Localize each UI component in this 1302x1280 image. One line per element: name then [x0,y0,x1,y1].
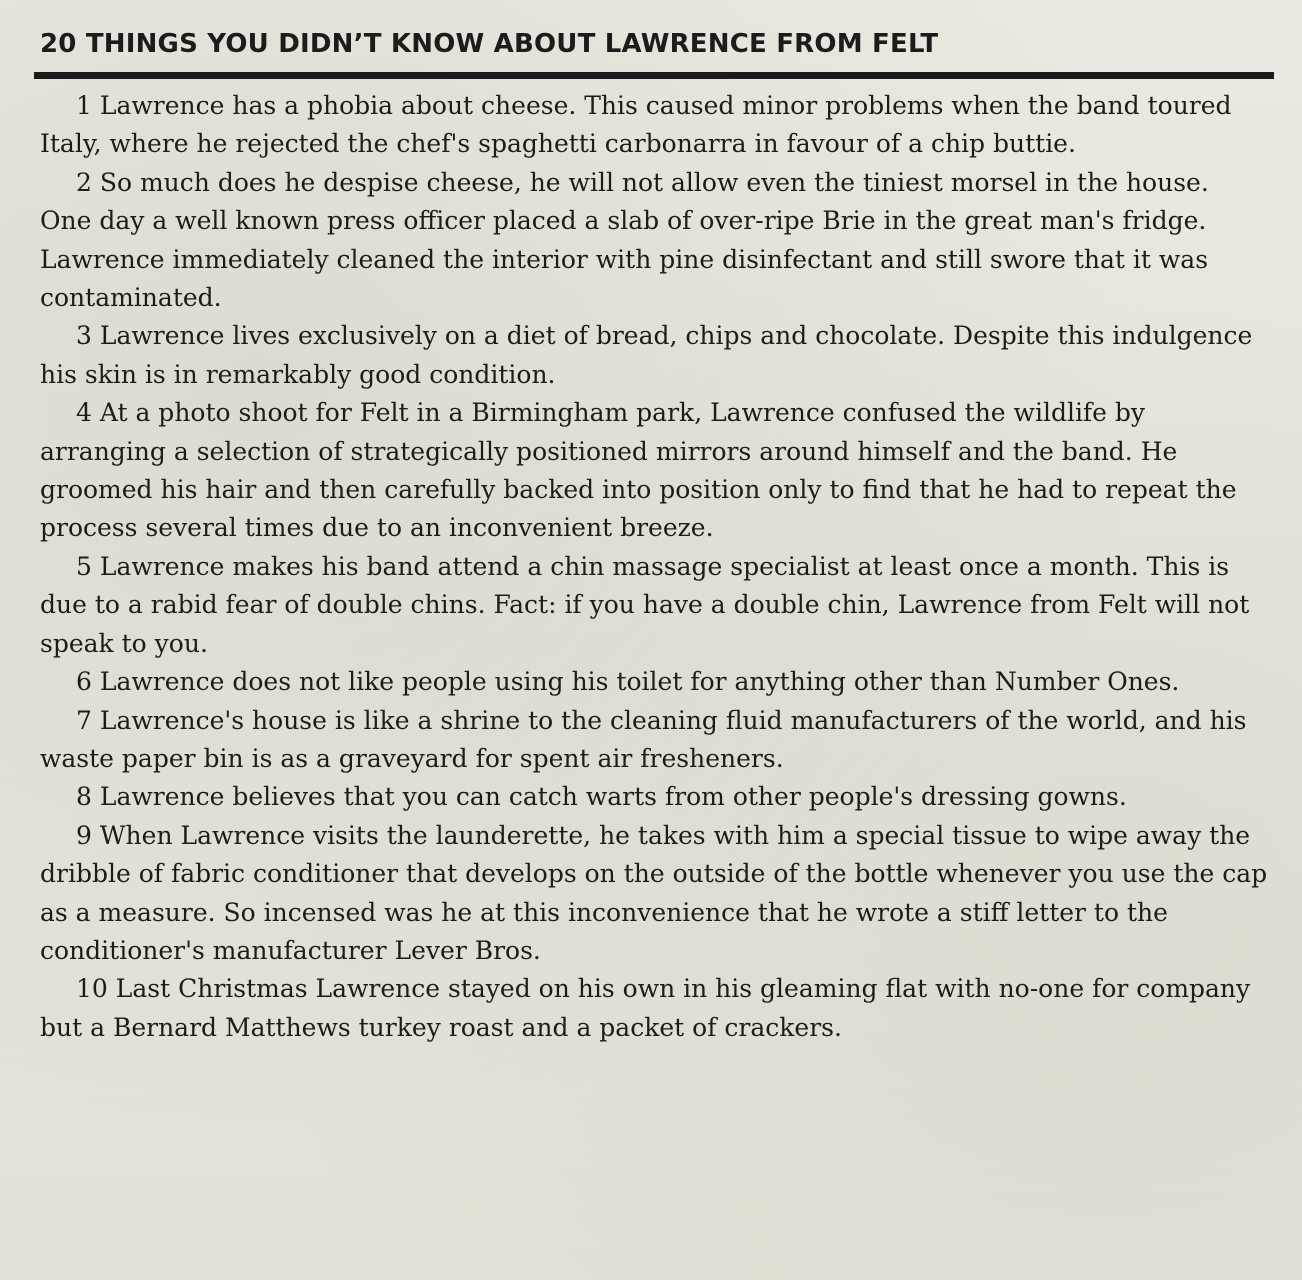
facts-list [40,87,1268,1047]
headline-rule [34,72,1274,79]
fact-item-10: 10 Last Christmas Lawrence stayed on his own in his gleaming flat with no-one for company but a Bernard Matthews turkey roast and a packet of crackers. [40,974,1251,1042]
fact-item-5: 5 Lawrence makes his band attend a chin massage specialist at least once a month. This is due to a rabid fear of double chins. Fact: if you have a double chin, Lawrence from Felt will not speak to you. [40,551,1250,658]
fact-item-7: 7 Lawrence's house is like a shrine to the cleaning fluid manufacturers of the world, and his waste paper bin is as a graveyard for spent air fresheners. [40,705,1247,773]
fact-item-3: 3 Lawrence lives exclusively on a diet of bread, chips and chocolate. Despite this indulgence his skin is in remarkably good condition. [40,321,1253,389]
fact-item-2: 2 So much does he despise cheese, he will not allow even the tiniest morsel in the house. One day a well known press officer placed a slab of over-ripe Brie in the great man's fridge. Lawrence immediately cleaned the interior with pine disinfectant and still swore that it was contaminated. [40,167,1209,313]
fact-item-9: 9 When Lawrence visits the launderette, he takes with him a special tissue to wipe away the dribble of fabric conditioner that develops on the outside of the bottle whenever you use the cap as a measure. So incensed was he at this inconvenience that he wrote a stiff letter to the conditioner's manufacturer Lever Bros. [40,820,1268,965]
fact-item-6: 6 Lawrence does not like people using his toilet for anything other than Number Ones. [76,667,1180,697]
fact-item-1: 1 Lawrence has a phobia about cheese. This caused minor problems when the band toured Italy, where he rejected the chef's spaghetti carbonarra in favour of a chip buttie. [40,91,1232,159]
article-headline: 20 THINGS YOU DIDN’T KNOW ABOUT LAWRENCE FROM FELT [40,29,939,59]
fact-item-8: 8 Lawrence believes that you can catch warts from other people's dressing gowns. [76,782,1127,812]
fact-item-4: 4 At a photo shoot for Felt in a Birmingham park, Lawrence confused the wildlife by arranging a selection of strategically positioned mirrors around himself and the band. He groomed his hair and then carefully backed into position only to find that he had to repeat the process several times due to an inconvenient breeze. [40,398,1237,543]
